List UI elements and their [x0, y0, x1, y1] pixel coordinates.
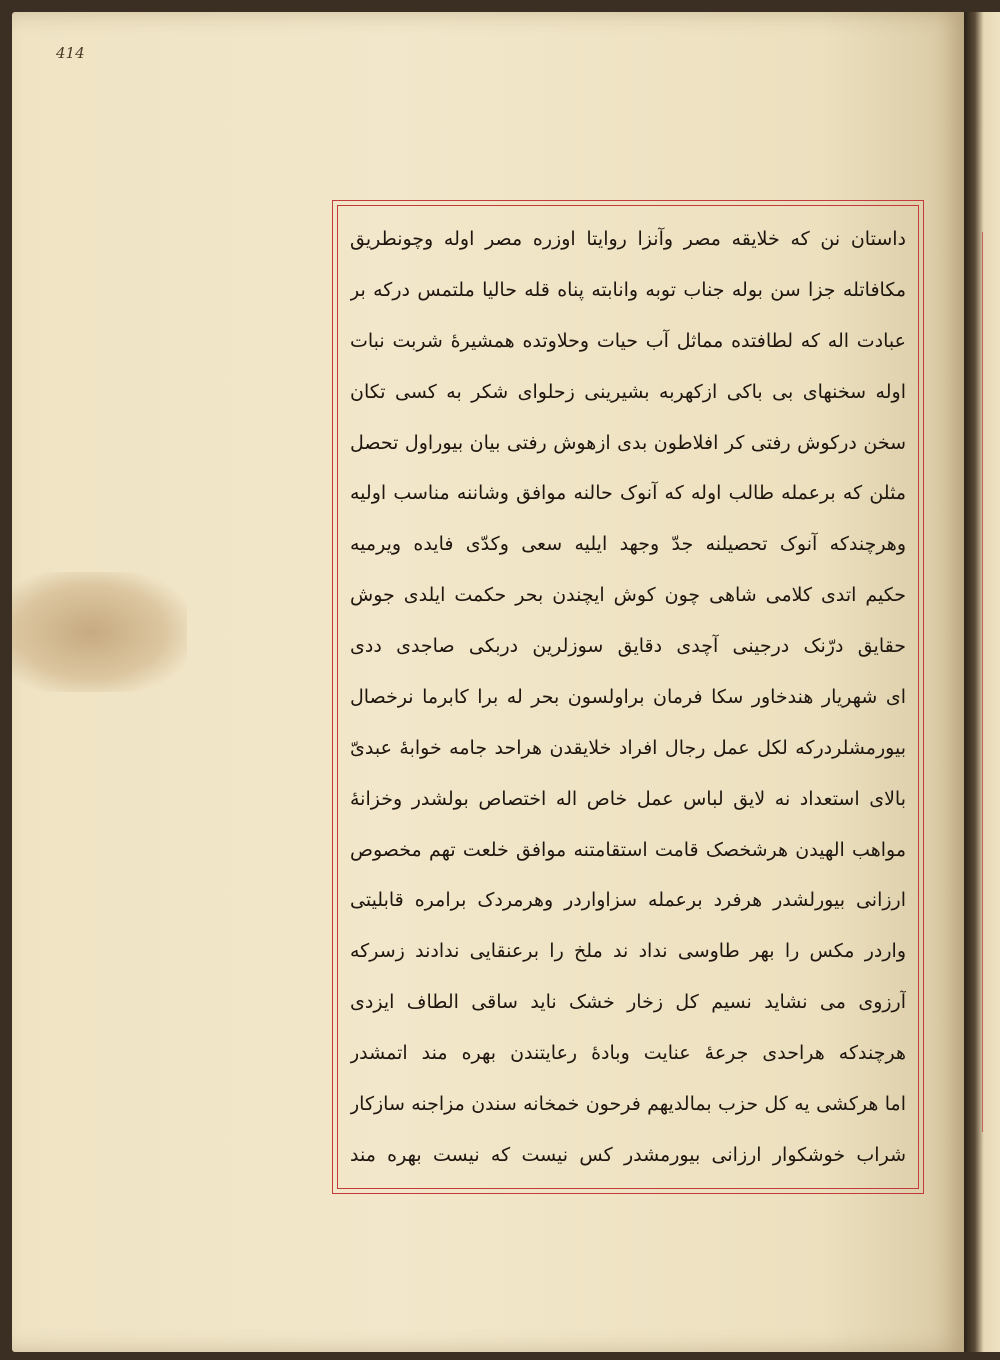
text-line: عبادت اله که لطافتده مماثل آب حیات وحلاوتده همشیرهٔ شربت نبات	[350, 329, 906, 352]
manuscript-page	[12, 12, 964, 1352]
text-line: اما هرکشی یه کل حزب بمالدیهم فرحون خمخانه سندن مزاجنه سازکار	[350, 1092, 906, 1115]
text-line: هرچندکه هراحدی جرعهٔ عنایت وبادهٔ رعایتندن بهره مند اتمشدر	[350, 1042, 906, 1064]
text-line: حکیم اتدی کلامی شاهی چون کوش ایچندن بحر حکمت ایلدی جوش	[350, 584, 906, 607]
text-line: واردر مکس را بهر طاوسی نداد ند ملخ را برعنقایی ندادند زسرکه	[350, 940, 906, 963]
text-line: آرزوی می نشاید نسیم کل زخار خشک ناید ساقی الطاف ایزدی	[350, 991, 906, 1014]
text-line: وهرچندکه آنوک تحصیلنه جدّ وجهد ایلیه سعی وکدّی فایده ویرمیه	[350, 533, 906, 556]
facing-page-edge	[964, 12, 1000, 1352]
water-stain	[12, 572, 187, 692]
text-line: حقایق درّنک درجینی آچدی دقایق سوزلرین دربکی صاجدی ددی	[350, 635, 906, 657]
text-frame-inner-rule	[337, 205, 919, 1189]
text-line: سخن درکوش رفتی کر افلاطون بدی ازهوش رفتی بیان بیوراول تحصل	[350, 431, 906, 454]
text-line: شراب خوشکوار ارزانی بیورمشدر کس نیست که نیست بهره مند	[350, 1143, 906, 1166]
text-line: بیورمشلردرکه لکل عمل رجال افراد خلایقدن هراحد جامه خوابهٔ عبدیّ	[350, 736, 906, 759]
text-frame	[332, 200, 924, 1194]
text-line: داستان نن که خلایقه مصر وآنزا روایتا اوزره مصر اوله وچونطریق	[350, 228, 906, 250]
text-line: مکافاتله جزا سن بوله جناب توبه وانابته پناه قله حالیا ملتمس درکه بر	[350, 278, 906, 301]
text-line: مثلن که برعمله طالب اوله که آنوک حالنه موافق وشاننه مناسب اولیه	[350, 482, 906, 505]
text-line: ارزانی بیورلشدر هرفرد برعمله سزاواردر وهرمردک برامره قابلیتی	[350, 889, 906, 912]
text-line: مواهب الهیدن هرشخصک قامت استقامتنه موافق خلعت تهم مخصوص	[350, 838, 906, 861]
text-line: بالای استعداد نه لایق لباس عمل خاص اله اختصاص بولشدر وخزانهٔ	[350, 787, 906, 810]
folio-number: 414	[56, 44, 85, 62]
facing-page-frame-rule	[982, 232, 983, 1132]
text-block	[350, 226, 906, 1168]
text-line: اوله سخنهای بی باکی ازکهربه بشیرینی زحلوای شکر به کسی تکان	[350, 380, 906, 403]
text-line: ای شهریار هندخاور سکا فرمان براولسون بحر له برا کابرما نرخصال	[350, 685, 906, 708]
